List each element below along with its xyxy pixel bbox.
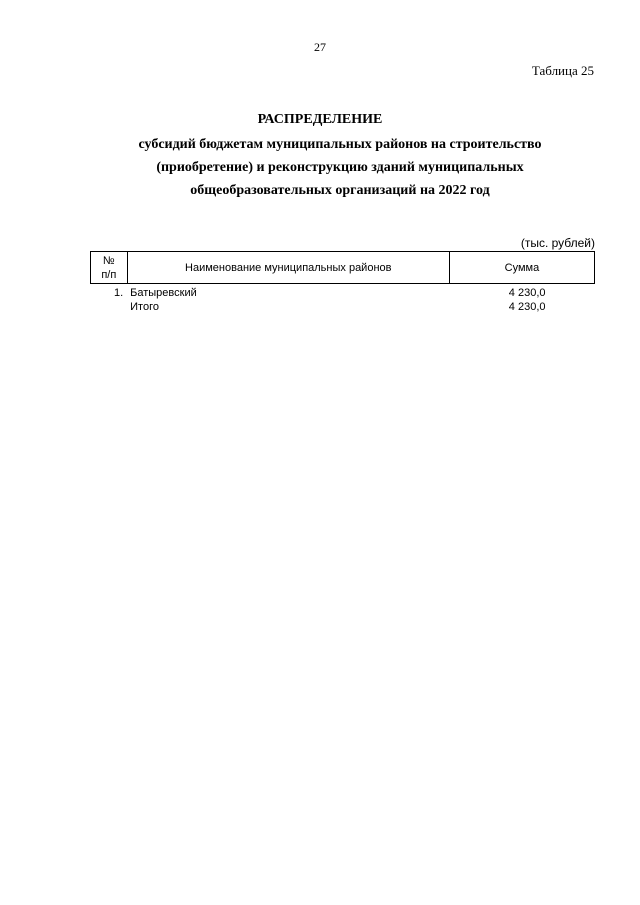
total-sum: 4 230,0 [508, 301, 546, 313]
total-num [91, 300, 128, 314]
header-num [91, 252, 128, 284]
header-name: Наименование муниципальных районов [127, 252, 449, 284]
total-row [91, 300, 595, 314]
table-label: Таблица 25 [531, 63, 594, 78]
row-num: 1. [113, 287, 124, 299]
subtitle-line-2: (приобретение) и реконструкцию зданий муниципальных [156, 160, 524, 175]
subtitle-line-1: субсидий бюджетам муниципальных районов на строительство [138, 137, 542, 152]
header-num-line1: № [102, 254, 115, 267]
units-label: (тыс. рублей) [520, 236, 595, 250]
document-title: РАСПРЕДЕЛЕНИЕ [257, 112, 383, 127]
table-row [91, 284, 595, 301]
row-name: Батыревский [130, 287, 197, 299]
row-sum: 4 230,0 [508, 287, 546, 299]
distribution-table [90, 251, 595, 314]
subtitle-line-3: общеобразовательных организаций на 2022 год [190, 183, 490, 198]
document-subtitle [90, 133, 590, 202]
header-num-line2: п/п [101, 268, 117, 281]
total-label: Итого [130, 301, 159, 313]
page-number: 27 [314, 40, 326, 54]
table-header-row [91, 252, 595, 284]
header-sum: Сумма [449, 252, 594, 284]
